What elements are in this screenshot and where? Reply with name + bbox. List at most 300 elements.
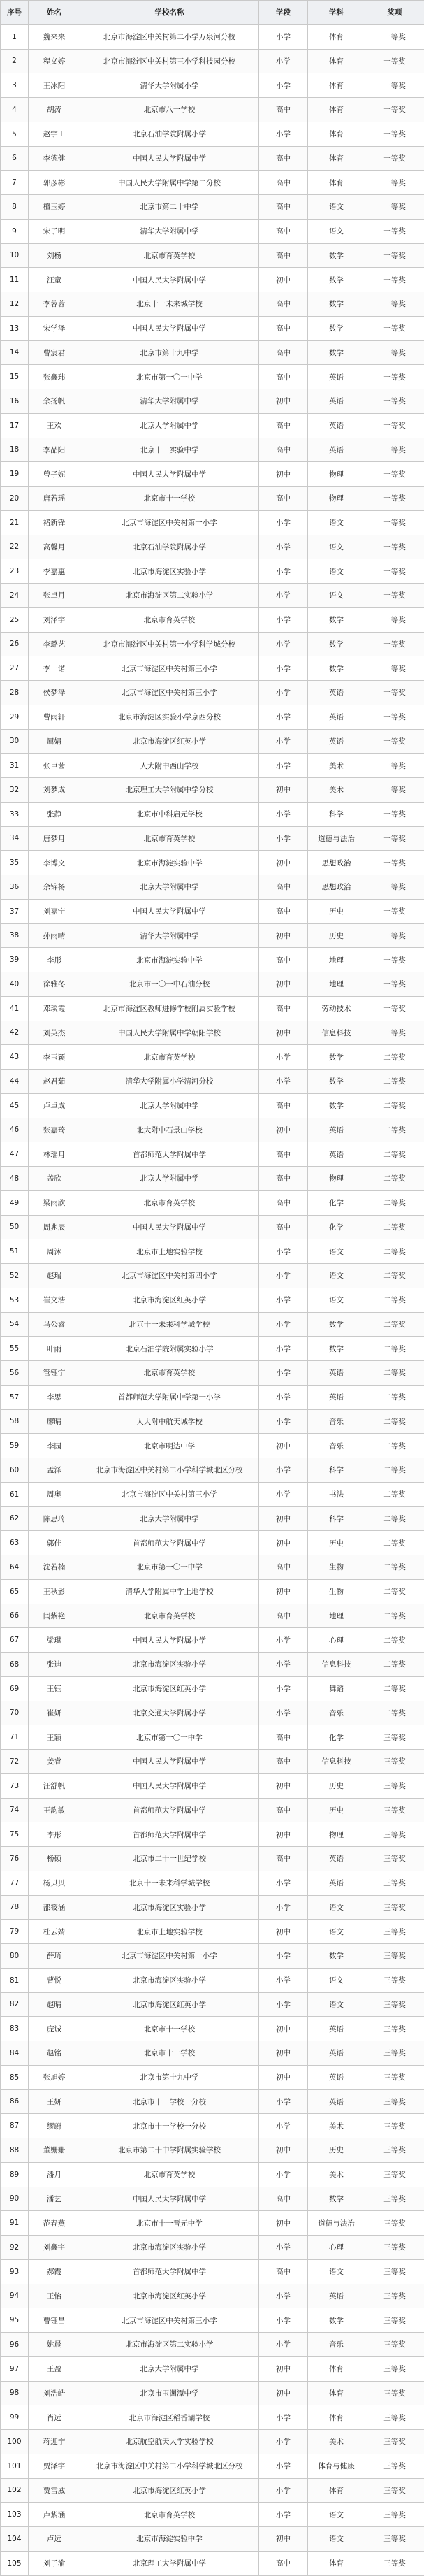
cell-school: 北京市育英学校 — [80, 1190, 259, 1215]
cell-subject: 生物 — [308, 1555, 365, 1580]
cell-award: 一等奖 — [365, 923, 424, 948]
cell-name: 王妍 — [29, 2089, 80, 2114]
cell-no: 11 — [1, 268, 29, 292]
cell-stage: 初中 — [259, 851, 308, 875]
header-subject: 学科 — [308, 1, 365, 25]
cell-subject: 数学 — [308, 1312, 365, 1337]
cell-award: 一等奖 — [365, 1021, 424, 1045]
cell-no: 7 — [1, 171, 29, 195]
cell-award: 二等奖 — [365, 1118, 424, 1142]
cell-award: 二等奖 — [365, 1190, 424, 1215]
cell-stage: 小学 — [259, 1482, 308, 1506]
cell-name: 李德健 — [29, 146, 80, 171]
cell-no: 98 — [1, 2381, 29, 2405]
cell-stage: 初中 — [259, 2356, 308, 2381]
cell-name: 魏来来 — [29, 24, 80, 49]
table-row — [1, 1628, 424, 1653]
cell-school: 中国人民大学附属中学 — [80, 2187, 259, 2211]
cell-stage: 小学 — [259, 2405, 308, 2430]
cell-name: 曹雨轩 — [29, 705, 80, 729]
cell-stage: 高中 — [259, 948, 308, 972]
cell-no: 35 — [1, 851, 29, 875]
cell-name: 王冰阳 — [29, 73, 80, 98]
table-row — [1, 1992, 424, 2017]
cell-name: 李思 — [29, 1385, 80, 1409]
table-row — [1, 2259, 424, 2284]
cell-name: 盖欣 — [29, 1167, 80, 1191]
cell-subject: 英语 — [308, 705, 365, 729]
cell-school: 中国人民大学附属中学第二分校 — [80, 171, 259, 195]
cell-stage: 高中 — [259, 2551, 308, 2575]
cell-subject: 体育 — [308, 122, 365, 146]
cell-award: 一等奖 — [365, 146, 424, 171]
table-row — [1, 2114, 424, 2138]
table-row — [1, 1118, 424, 1142]
cell-name: 徐雅冬 — [29, 972, 80, 997]
cell-name: 李彤 — [29, 948, 80, 972]
cell-subject: 英语 — [308, 389, 365, 414]
cell-school: 中国人民大学附属中学 — [80, 268, 259, 292]
cell-name: 王怡 — [29, 2284, 80, 2308]
cell-award: 三等奖 — [365, 2211, 424, 2236]
cell-subject: 历史 — [308, 1798, 365, 1822]
cell-stage: 小学 — [259, 2478, 308, 2503]
cell-stage: 高中 — [259, 1725, 308, 1750]
table-row — [1, 2236, 424, 2260]
cell-award: 一等奖 — [365, 510, 424, 535]
table-row — [1, 171, 424, 195]
table-row — [1, 1725, 424, 1750]
cell-school: 首都师范大学附属中学 — [80, 1798, 259, 1822]
cell-no: 97 — [1, 2356, 29, 2381]
cell-award: 三等奖 — [365, 2236, 424, 2260]
cell-no: 26 — [1, 632, 29, 656]
cell-award: 二等奖 — [365, 1676, 424, 1701]
table-row — [1, 2381, 424, 2405]
header-no: 序号 — [1, 1, 29, 25]
cell-name: 郭佳 — [29, 1531, 80, 1555]
cell-stage: 初中 — [259, 1773, 308, 1798]
cell-stage: 小学 — [259, 584, 308, 608]
cell-school: 北京市第二十中学 — [80, 195, 259, 220]
cell-school: 北京大学附属中学 — [80, 875, 259, 900]
cell-name: 刘嘉宁 — [29, 899, 80, 923]
cell-subject: 化学 — [308, 1215, 365, 1239]
cell-award: 二等奖 — [365, 1215, 424, 1239]
table-row — [1, 1968, 424, 1992]
cell-stage: 高中 — [259, 292, 308, 317]
cell-no: 14 — [1, 340, 29, 365]
cell-school: 中国人民大学附属中学 — [80, 1773, 259, 1798]
cell-stage: 小学 — [259, 681, 308, 705]
cell-name: 李玉颖 — [29, 1045, 80, 1070]
cell-stage: 小学 — [259, 559, 308, 584]
cell-no: 103 — [1, 2503, 29, 2527]
cell-award: 一等奖 — [365, 705, 424, 729]
table-row — [1, 1506, 424, 1531]
cell-no: 2 — [1, 49, 29, 73]
cell-name: 李一诺 — [29, 656, 80, 681]
cell-name: 张静 — [29, 802, 80, 826]
cell-name: 孙雨晴 — [29, 923, 80, 948]
cell-name: 李品阳 — [29, 438, 80, 462]
table-row — [1, 49, 424, 73]
cell-subject: 化学 — [308, 1190, 365, 1215]
cell-subject: 体育 — [308, 2478, 365, 2503]
cell-school: 人大附中西山学校 — [80, 754, 259, 778]
cell-subject: 科学 — [308, 802, 365, 826]
cell-name: 唐若瑶 — [29, 487, 80, 511]
cell-award: 三等奖 — [365, 1822, 424, 1847]
cell-award: 一等奖 — [365, 535, 424, 559]
cell-stage: 高中 — [259, 438, 308, 462]
cell-no: 49 — [1, 1190, 29, 1215]
cell-subject: 体育与健康 — [308, 2454, 365, 2478]
cell-name: 梁琪 — [29, 1628, 80, 1653]
cell-stage: 高中 — [259, 340, 308, 365]
cell-name: 曹宸君 — [29, 340, 80, 365]
cell-no: 24 — [1, 584, 29, 608]
cell-subject: 音乐 — [308, 1701, 365, 1725]
cell-school: 北京市海淀区红英小学 — [80, 1288, 259, 1312]
cell-no: 61 — [1, 1482, 29, 1506]
cell-award: 二等奖 — [365, 1385, 424, 1409]
cell-award: 一等奖 — [365, 73, 424, 98]
cell-subject: 思想政治 — [308, 875, 365, 900]
cell-subject: 语文 — [308, 1288, 365, 1312]
cell-stage: 小学 — [259, 1944, 308, 1969]
cell-award: 三等奖 — [365, 2259, 424, 2284]
cell-no: 89 — [1, 2162, 29, 2187]
cell-subject: 体育 — [308, 146, 365, 171]
cell-subject: 心理 — [308, 2236, 365, 2260]
cell-name: 刘杨 — [29, 243, 80, 268]
cell-school: 北京市育英学校 — [80, 1045, 259, 1070]
cell-name: 缪蔚 — [29, 2114, 80, 2138]
table-row — [1, 146, 424, 171]
cell-name: 郝霞 — [29, 2259, 80, 2284]
cell-no: 65 — [1, 1579, 29, 1604]
cell-school: 中国人民大学附属小学 — [80, 1628, 259, 1653]
cell-stage: 小学 — [259, 1312, 308, 1337]
cell-stage: 小学 — [259, 1968, 308, 1992]
cell-no: 40 — [1, 972, 29, 997]
cell-award: 一等奖 — [365, 219, 424, 243]
cell-school: 北京市海淀区红英小学 — [80, 2284, 259, 2308]
table-row — [1, 1045, 424, 1070]
cell-school: 北京市海淀区实验小学 — [80, 559, 259, 584]
cell-subject: 音乐 — [308, 1434, 365, 1458]
table-row — [1, 316, 424, 340]
cell-subject: 语文 — [308, 2527, 365, 2552]
cell-stage: 高中 — [259, 1215, 308, 1239]
table-row — [1, 1167, 424, 1191]
cell-name: 卢远 — [29, 2527, 80, 2552]
cell-name: 刘鑫宇 — [29, 2236, 80, 2260]
cell-subject: 数学 — [308, 268, 365, 292]
cell-no: 90 — [1, 2187, 29, 2211]
cell-name: 胡涛 — [29, 98, 80, 122]
cell-stage: 高中 — [259, 219, 308, 243]
cell-school: 北京市育英学校 — [80, 243, 259, 268]
cell-name: 王钰 — [29, 1676, 80, 1701]
cell-name: 张嘉琦 — [29, 1118, 80, 1142]
cell-stage: 小学 — [259, 1239, 308, 1264]
cell-subject: 地理 — [308, 972, 365, 997]
table-row — [1, 2333, 424, 2357]
cell-name: 赵君茹 — [29, 1070, 80, 1094]
table-row — [1, 681, 424, 705]
cell-stage: 高中 — [259, 996, 308, 1021]
cell-name: 卢紫涵 — [29, 2503, 80, 2527]
table-row — [1, 1215, 424, 1239]
cell-award: 三等奖 — [365, 1944, 424, 1969]
cell-no: 77 — [1, 1871, 29, 1895]
cell-no: 43 — [1, 1045, 29, 1070]
header-name: 姓名 — [29, 1, 80, 25]
table-row — [1, 1579, 424, 1604]
cell-no: 17 — [1, 413, 29, 438]
cell-school: 北京市海淀区实验小学 — [80, 2236, 259, 2260]
cell-name: 余扬帆 — [29, 389, 80, 414]
cell-no: 64 — [1, 1555, 29, 1580]
table-row — [1, 656, 424, 681]
cell-award: 三等奖 — [365, 2162, 424, 2187]
cell-name: 赵晴 — [29, 1992, 80, 2017]
cell-no: 83 — [1, 2017, 29, 2041]
cell-no: 18 — [1, 438, 29, 462]
cell-subject: 英语 — [308, 365, 365, 389]
cell-name: 王颖 — [29, 1725, 80, 1750]
cell-subject: 物理 — [308, 1167, 365, 1191]
table-row — [1, 2551, 424, 2575]
cell-name: 张迪 — [29, 1653, 80, 1677]
cell-school: 北京大学附属中学 — [80, 413, 259, 438]
cell-award: 二等奖 — [365, 1361, 424, 1386]
cell-no: 94 — [1, 2284, 29, 2308]
cell-school: 北京市中科启元学校 — [80, 802, 259, 826]
cell-name: 宋子明 — [29, 219, 80, 243]
cell-name: 崔文浩 — [29, 1288, 80, 1312]
cell-award: 三等奖 — [365, 2551, 424, 2575]
cell-name: 庞诚 — [29, 2017, 80, 2041]
cell-award: 三等奖 — [365, 2187, 424, 2211]
cell-subject: 英语 — [308, 2041, 365, 2066]
cell-school: 北京市十一学校一分校 — [80, 2089, 259, 2114]
cell-school: 北京市海淀区中关村第三小学 — [80, 1482, 259, 1506]
cell-name: 王欢 — [29, 413, 80, 438]
cell-subject: 舞蹈 — [308, 1676, 365, 1701]
cell-no: 46 — [1, 1118, 29, 1142]
cell-no: 5 — [1, 122, 29, 146]
cell-award: 三等奖 — [365, 2065, 424, 2089]
cell-stage: 高中 — [259, 2187, 308, 2211]
table-row — [1, 1482, 424, 1506]
cell-name: 邓琰霞 — [29, 996, 80, 1021]
cell-award: 三等奖 — [365, 2405, 424, 2430]
cell-subject: 语文 — [308, 559, 365, 584]
cell-subject: 英语 — [308, 2089, 365, 2114]
cell-stage: 小学 — [259, 656, 308, 681]
table-row — [1, 98, 424, 122]
cell-award: 一等奖 — [365, 487, 424, 511]
cell-stage: 小学 — [259, 122, 308, 146]
cell-stage: 高中 — [259, 171, 308, 195]
cell-stage: 高中 — [259, 1190, 308, 1215]
cell-school: 北京市海淀实验中学 — [80, 2527, 259, 2552]
cell-stage: 高中 — [259, 2259, 308, 2284]
cell-school: 北京市上地实验学校 — [80, 1920, 259, 1944]
cell-subject: 劳动技术 — [308, 996, 365, 1021]
table-row — [1, 487, 424, 511]
cell-no: 16 — [1, 389, 29, 414]
cell-stage: 初中 — [259, 1434, 308, 1458]
cell-no: 45 — [1, 1093, 29, 1118]
cell-subject: 体育 — [308, 24, 365, 49]
cell-school: 清华大学附属中学上地学校 — [80, 1579, 259, 1604]
cell-school: 北京市海淀区中关村第一小学科学城分校 — [80, 632, 259, 656]
cell-school: 北京市海淀区中关村第三小学 — [80, 656, 259, 681]
cell-name: 张卓茜 — [29, 754, 80, 778]
cell-award: 三等奖 — [365, 2089, 424, 2114]
cell-no: 34 — [1, 826, 29, 851]
header-school: 学校名称 — [80, 1, 259, 25]
table-row — [1, 1070, 424, 1094]
cell-no: 70 — [1, 1701, 29, 1725]
cell-subject: 语文 — [308, 510, 365, 535]
cell-subject: 物理 — [308, 487, 365, 511]
cell-stage: 小学 — [259, 1045, 308, 1070]
cell-subject: 英语 — [308, 413, 365, 438]
cell-stage: 初中 — [259, 1920, 308, 1944]
cell-name: 卢卓成 — [29, 1093, 80, 1118]
cell-name: 张鑫玮 — [29, 365, 80, 389]
cell-subject: 历史 — [308, 899, 365, 923]
cell-no: 56 — [1, 1361, 29, 1386]
cell-no: 44 — [1, 1070, 29, 1094]
table-row — [1, 1021, 424, 1045]
cell-award: 三等奖 — [365, 2527, 424, 2552]
cell-subject: 语文 — [308, 1968, 365, 1992]
cell-award: 二等奖 — [365, 1701, 424, 1725]
cell-no: 74 — [1, 1798, 29, 1822]
cell-stage: 小学 — [259, 705, 308, 729]
table-row — [1, 389, 424, 414]
cell-subject: 数学 — [308, 243, 365, 268]
cell-award: 三等奖 — [365, 1798, 424, 1822]
table-row — [1, 2211, 424, 2236]
cell-name: 张旭婷 — [29, 2065, 80, 2089]
cell-name: 李嘉惠 — [29, 559, 80, 584]
cell-award: 二等奖 — [365, 1070, 424, 1094]
cell-award: 一等奖 — [365, 607, 424, 632]
table-row — [1, 1409, 424, 1434]
cell-stage: 初中 — [259, 1021, 308, 1045]
table-row — [1, 365, 424, 389]
cell-no: 50 — [1, 1215, 29, 1239]
cell-school: 中国人民大学附属中学 — [80, 1215, 259, 1239]
table-body — [1, 24, 424, 2575]
cell-stage: 小学 — [259, 754, 308, 778]
cell-award: 一等奖 — [365, 778, 424, 803]
table-row — [1, 122, 424, 146]
cell-no: 52 — [1, 1264, 29, 1288]
cell-subject: 数学 — [308, 1045, 365, 1070]
cell-no: 78 — [1, 1895, 29, 1920]
cell-no: 21 — [1, 510, 29, 535]
cell-award: 二等奖 — [365, 1288, 424, 1312]
cell-name: 刘子渝 — [29, 2551, 80, 2575]
cell-name: 姜睿 — [29, 1750, 80, 1774]
cell-no: 48 — [1, 1167, 29, 1191]
cell-school: 北京市海淀区中关村第一小学 — [80, 510, 259, 535]
cell-name: 崔妍 — [29, 1701, 80, 1725]
cell-subject: 数学 — [308, 656, 365, 681]
table-row — [1, 2308, 424, 2333]
cell-school: 北京市玉渊潭中学 — [80, 2381, 259, 2405]
cell-no: 12 — [1, 292, 29, 317]
cell-award: 一等奖 — [365, 292, 424, 317]
cell-subject: 语文 — [308, 584, 365, 608]
cell-stage: 高中 — [259, 487, 308, 511]
cell-school: 北京市海淀区中关村第二小学科学城北区分校 — [80, 1458, 259, 1483]
table-row — [1, 2162, 424, 2187]
cell-school: 北京市海淀区实验小学京西分校 — [80, 705, 259, 729]
cell-stage: 高中 — [259, 1604, 308, 1628]
cell-no: 4 — [1, 98, 29, 122]
cell-subject: 语文 — [308, 1920, 365, 1944]
table-row — [1, 1385, 424, 1409]
cell-name: 刘浩皓 — [29, 2381, 80, 2405]
cell-no: 19 — [1, 462, 29, 487]
cell-stage: 小学 — [259, 510, 308, 535]
cell-stage: 初中 — [259, 2381, 308, 2405]
cell-school: 中国人民大学附属中学 — [80, 146, 259, 171]
table-row — [1, 2187, 424, 2211]
table-row — [1, 1604, 424, 1628]
cell-subject: 数学 — [308, 316, 365, 340]
cell-stage: 小学 — [259, 607, 308, 632]
cell-subject: 英语 — [308, 438, 365, 462]
cell-award: 二等奖 — [365, 1628, 424, 1653]
cell-subject: 英语 — [308, 1361, 365, 1386]
cell-award: 二等奖 — [365, 1045, 424, 1070]
cell-award: 一等奖 — [365, 268, 424, 292]
table-row — [1, 1773, 424, 1798]
table-row — [1, 243, 424, 268]
cell-school: 北京市第一〇一中学 — [80, 1555, 259, 1580]
cell-school: 北京交通大学附属小学 — [80, 1701, 259, 1725]
cell-award: 三等奖 — [365, 2381, 424, 2405]
cell-award: 一等奖 — [365, 681, 424, 705]
cell-subject: 语文 — [308, 219, 365, 243]
cell-award: 一等奖 — [365, 584, 424, 608]
cell-no: 96 — [1, 2333, 29, 2357]
cell-award: 三等奖 — [365, 2454, 424, 2478]
table-row — [1, 875, 424, 900]
cell-no: 22 — [1, 535, 29, 559]
table-row — [1, 2356, 424, 2381]
cell-no: 86 — [1, 2089, 29, 2114]
cell-subject: 英语 — [308, 1871, 365, 1895]
cell-name: 李园 — [29, 1434, 80, 1458]
cell-award: 一等奖 — [365, 365, 424, 389]
cell-name: 李彤 — [29, 1822, 80, 1847]
cell-stage: 小学 — [259, 1701, 308, 1725]
cell-name: 杨硕 — [29, 1847, 80, 1871]
cell-stage: 小学 — [259, 2284, 308, 2308]
cell-name: 闫紫艳 — [29, 1604, 80, 1628]
